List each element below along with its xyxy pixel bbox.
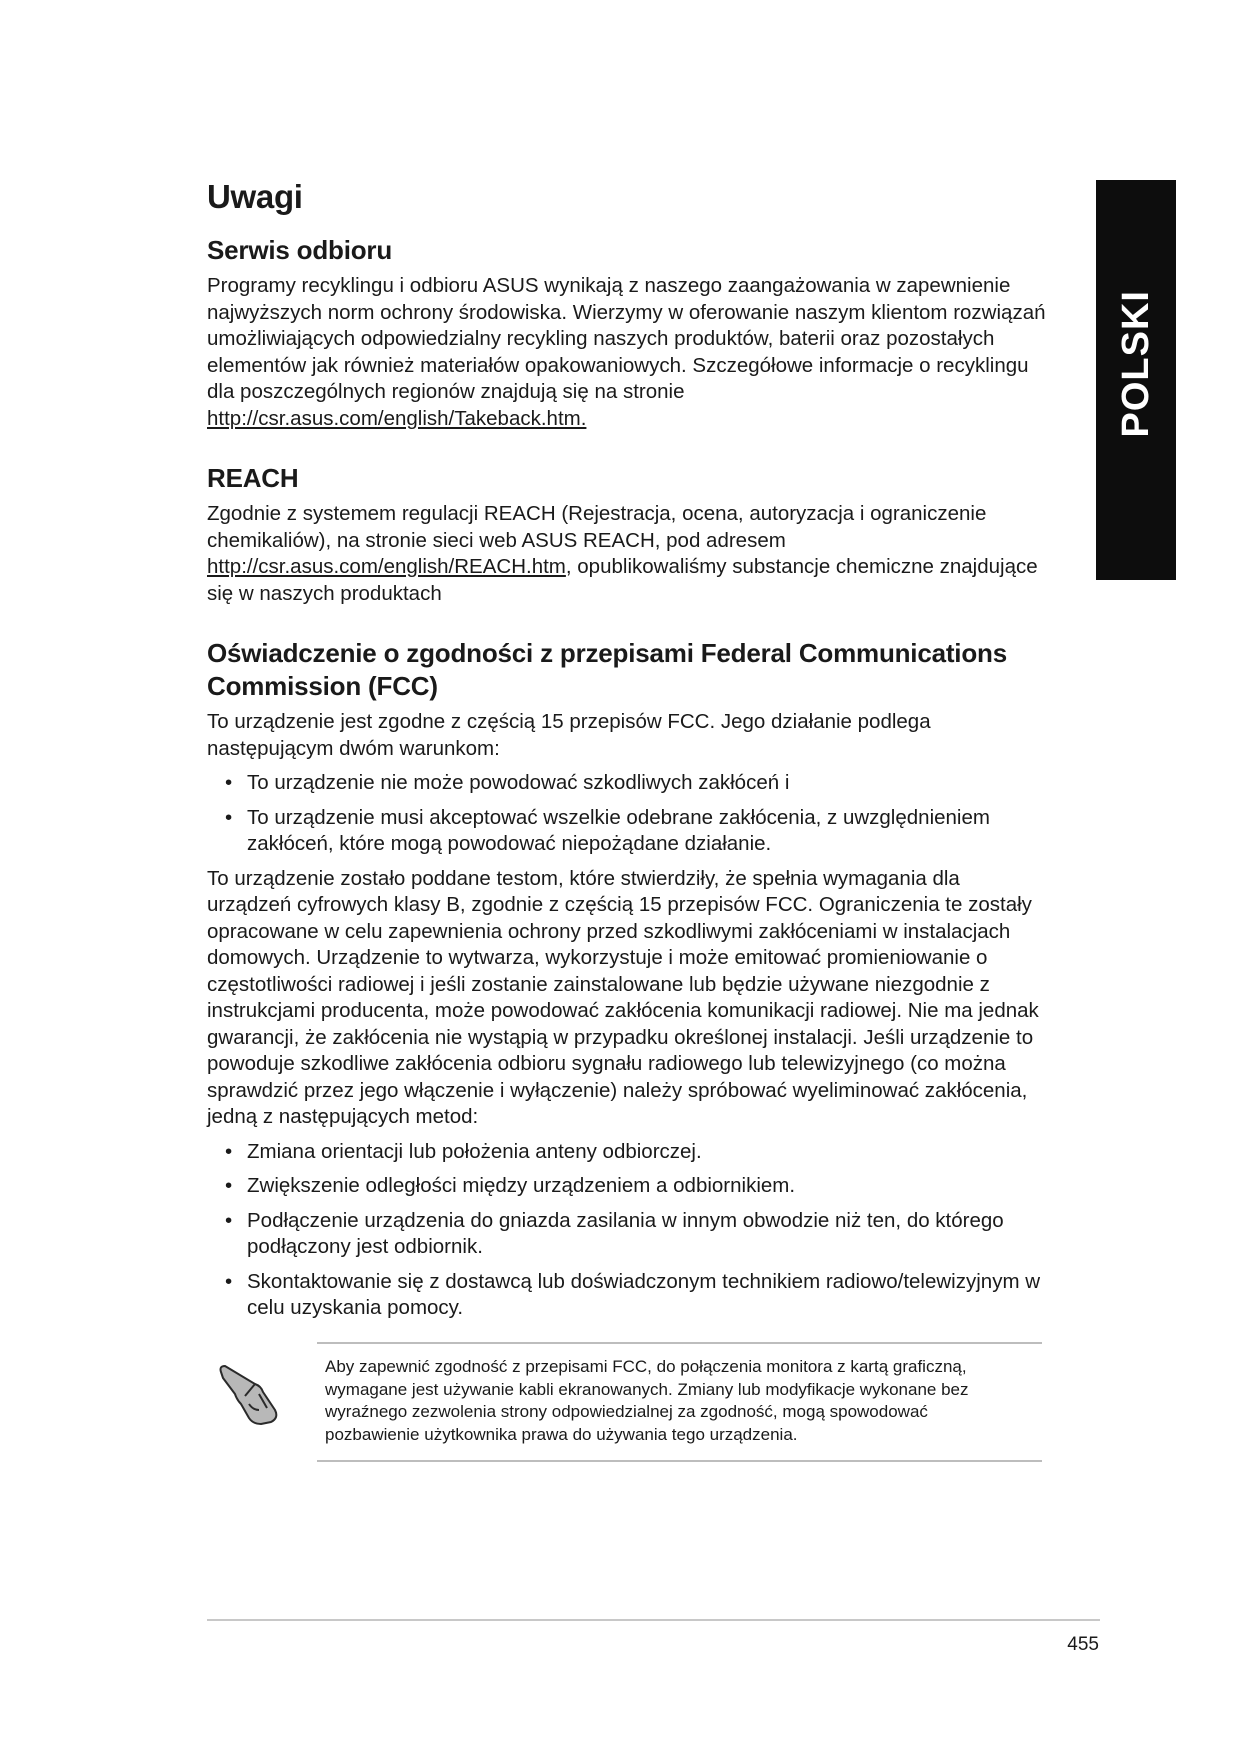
list-item-text: Zmiana orientacji lub położenia anteny odbiorczej. — [247, 1139, 702, 1163]
list-item-text: To urządzenie musi akceptować wszelkie odebrane zakłócenia, z uwzględnieniem zakłóceń, które mogą powodować niepożądane działanie. — [247, 805, 990, 855]
page-title: Uwagi — [207, 178, 303, 215]
reach-text: Zgodnie z systemem regulacji REACH (Rejestracja, ocena, autoryzacja i ograniczenie chemikaliów), na stronie sieci web ASUS REACH, pod adresem — [207, 502, 987, 552]
list-item-text: Zwiększenie odległości między urządzeniem a odbiornikiem. — [247, 1174, 796, 1197]
list-item — [207, 770, 1047, 797]
list-item — [207, 1269, 1047, 1322]
reach-text-after: , opublikowaliśmy substancje chemiczne znajdujące się w naszych produktach — [207, 555, 1038, 605]
fcc-intro: To urządzenie jest zgodne z częścią 15 przepisów FCC. Jego działanie podlega następującym dwóm warunkom: — [207, 710, 931, 760]
page-number: 455 — [1067, 1634, 1099, 1655]
bullet-icon: • — [225, 1139, 233, 1163]
note-box — [207, 1342, 1042, 1462]
note-text: Aby zapewnić zgodność z przepisami FCC, do połączenia monitora z kartą graficzną, wymagane jest używanie kabli ekranowanych. Zmiany lub modyfikacje wykonane bez wyraźnego zezwolenia strony odpowiedzialnej za zgodność, mogą spowodować pozbawienie użytkownika prawa do używania tego urządzenia. — [325, 1357, 969, 1444]
note-bottom-rule — [317, 1460, 1042, 1462]
reach-link[interactable]: http://csr.asus.com/english/REACH.htm — [207, 555, 566, 578]
takeback-text: Programy recyklingu i odbioru ASUS wynikają z naszego zaangażowania w zapewnienie najwyższych norm ochrony środowiska. Wierzymy w oferowanie naszym klientom rozwiązań umożliwiających odpowiedzialny recykling naszych produktów, baterii oraz pozostałych elementów jak również materiałów opakowaniowych. Szczegółowe informacje o recyklingu dla poszczególnych regionów znajdują się na stronie — [207, 274, 1046, 403]
section-fcc — [207, 637, 1047, 1322]
section-reach — [207, 462, 1047, 607]
section-takeback — [207, 234, 1047, 432]
list-item — [207, 1208, 1047, 1261]
bullet-icon: • — [225, 805, 233, 829]
bullet-icon: • — [225, 1208, 233, 1232]
section-text — [207, 273, 1047, 432]
fcc-body: To urządzenie zostało poddane testom, które stwierdziły, że spełnia wymagania dla urządzeń cyfrowych klasy B, zgodnie z częścią 15 przepisów FCC. Ograniczenia te zostały opracowane w celu zapewnienia ochrony przed szkodliwymi zakłóceniami w instalacjach domowych. Urządzenie to wytwarza, wykorzystuje i może emitować promieniowanie o częstotliwości radiowej i jeśli zostanie zainstalowane lub będzie używane niezgodnie z instrukcjami producenta, może powodować zakłócenia komunikacji radiowej. Nie ma jednak gwarancji, że zakłócenia nie wystąpią w przypadku określonej instalacji. Jeśli urządzenie to powoduje szkodliwe zakłócenia odbioru sygnału radiowego lub telewizyjnego (co można sprawdzić przez jego włączenie i wyłączenie) należy spróbować wyeliminować zakłócenia, jedną z następujących metod: — [207, 866, 1039, 1128]
section-text — [207, 501, 1047, 607]
list-item-text: Skontaktowanie się z dostawcą lub doświadczonym technikiem radiowo/telewizyjnym w celu uzyskania pomocy. — [247, 1269, 1041, 1319]
main-content — [207, 170, 1047, 1330]
list-item-text: Podłączenie urządzenia do gniazda zasilania w innym obwodzie niż ten, do którego podłączony jest odbiornik. — [247, 1208, 1004, 1258]
bullet-icon: • — [225, 1269, 233, 1293]
list-item — [207, 805, 1047, 858]
section-heading: Oświadczenie o zgodności z przepisami Federal Communications Commission (FCC) — [207, 638, 1007, 701]
bullet-icon: • — [225, 771, 233, 794]
section-heading: REACH — [207, 463, 299, 493]
list-item — [207, 1173, 1047, 1200]
footer-divider — [207, 1619, 1100, 1621]
fcc-methods-list — [207, 1139, 1047, 1322]
language-label: POLSKI — [1114, 290, 1157, 438]
language-side-tab — [1096, 180, 1176, 580]
section-heading: Serwis odbioru — [207, 235, 393, 265]
list-item — [207, 1139, 1047, 1166]
bullet-icon: • — [225, 1174, 233, 1197]
note-top-rule — [317, 1342, 1042, 1344]
takeback-link[interactable]: http://csr.asus.com/english/Takeback.htm. — [207, 406, 587, 430]
list-item-text: To urządzenie nie może powodować szkodliwych zakłóceń i — [247, 771, 790, 794]
fcc-conditions-list — [207, 770, 1047, 858]
hand-note-icon — [215, 1360, 285, 1430]
